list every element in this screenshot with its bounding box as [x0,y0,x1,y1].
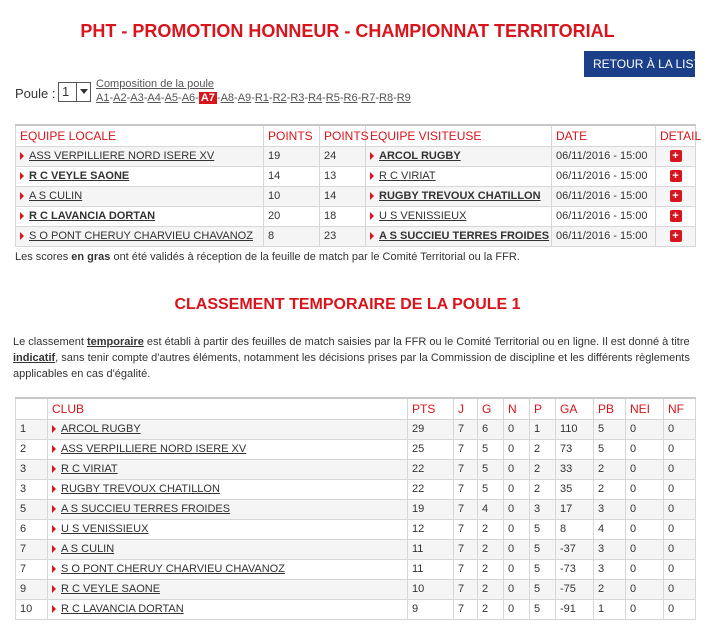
poule-nav-link-r4[interactable]: R4 [308,92,323,104]
ranking-cell-j: 7 [454,579,478,599]
ranking-cell-nf: 0 [664,519,696,539]
ranking-cell-n: 0 [504,519,530,539]
poule-nav-separator: - [251,92,255,104]
triangle-right-icon [52,465,56,473]
ranking-cell-rank: 6 [16,519,48,539]
ranking-cell-ga: 8 [556,519,594,539]
triangle-right-icon [52,425,56,433]
triangle-right-icon [52,505,56,513]
ranking-cell-ga: -73 [556,559,594,579]
triangle-right-icon [20,212,24,220]
ranking-cell-pb: 5 [594,419,626,439]
ranking-header-nei: NEI [626,398,664,419]
triangle-right-icon [370,152,374,160]
ranking-cell-nf: 0 [664,459,696,479]
match-row [16,226,696,246]
poule-nav-link-r2[interactable]: R2 [272,92,287,104]
home-team-link[interactable]: ASS VERPILLIERE NORD ISERE XV [29,150,215,162]
ranking-cell-pb: 5 [594,439,626,459]
ranking-cell-g: 2 [478,559,504,579]
match-row [16,206,696,226]
scores-note [15,251,520,263]
ranking-cell-nei: 0 [626,539,664,559]
ranking-cell-j: 7 [454,539,478,559]
poule-nav-separator: - [216,92,221,104]
triangle-right-icon [52,485,56,493]
ranking-cell-j: 7 [454,479,478,499]
club-link[interactable]: A S SUCCIEU TERRES FROIDES [61,503,231,515]
club-cell [48,579,408,599]
ranking-cell-nf: 0 [664,439,696,459]
club-link[interactable]: S O PONT CHERUY CHARVIEU CHAVANOZ [61,563,285,575]
poule-label: Poule : [15,86,56,101]
ranking-row [16,499,696,519]
home-team-link[interactable]: R C LAVANCIA DORTAN [29,210,156,222]
triangle-right-icon [20,192,24,200]
ranking-cell-ga: 73 [556,439,594,459]
poule-nav-separator: - [195,92,199,104]
ranking-cell-pb: 3 [594,559,626,579]
away-team-cell [366,206,552,226]
poule-nav-separator: - [268,92,273,104]
ranking-cell-rank: 7 [16,539,48,559]
home-points: 19 [264,146,320,166]
home-team-link[interactable]: A S CULIN [29,190,83,202]
ranking-header-g: G [478,398,504,419]
ranking-cell-nei: 0 [626,459,664,479]
poule-nav-separator: - [375,92,379,104]
poule-nav-link-r5[interactable]: R5 [325,92,340,104]
match-date: 06/11/2016 - 15:00 [552,146,656,166]
club-cell [48,519,408,539]
plus-icon[interactable]: + [670,170,682,182]
poule-nav [96,92,411,104]
ranking-header-n: N [504,398,530,419]
ranking-cell-ga: 33 [556,459,594,479]
ranking-cell-p: 2 [530,439,556,459]
ranking-description [13,334,693,382]
ranking-cell-nf: 0 [664,419,696,439]
home-points: 10 [264,186,320,206]
ranking-row [16,439,696,459]
ranking-cell-j: 7 [454,439,478,459]
ranking-cell-n: 0 [504,439,530,459]
away-team-link[interactable]: RUGBY TREVOUX CHATILLON [379,190,541,202]
poule-nav-link-a2[interactable]: A2 [113,92,127,104]
club-link[interactable]: ASS VERPILLIERE NORD ISERE XV [61,443,247,455]
plus-icon[interactable]: + [670,210,682,222]
ranking-cell-nei: 0 [626,479,664,499]
triangle-right-icon [20,172,24,180]
ranking-cell-j: 7 [454,599,478,619]
ranking-cell-g: 5 [478,479,504,499]
ranking-cell-g: 2 [478,599,504,619]
ranking-cell-pb: 2 [594,579,626,599]
ranking-cell-p: 1 [530,419,556,439]
plus-icon[interactable]: + [670,150,682,162]
match-row [16,166,696,186]
away-points: 13 [320,166,366,186]
away-team-cell [366,186,552,206]
poule-nav-separator: - [126,92,131,104]
ranking-header-club: CLUB [48,398,408,419]
club-cell [48,539,408,559]
poule-nav-link-r6[interactable]: R6 [343,92,358,104]
away-team-cell [366,166,552,186]
poule-nav-separator: - [143,92,148,104]
ranking-cell-ga: -75 [556,579,594,599]
home-team-link[interactable]: R C VEYLE SAONE [29,170,130,182]
ranking-cell-pts: 9 [408,599,454,619]
club-cell [48,439,408,459]
ranking-cell-p: 5 [530,519,556,539]
ranking-cell-n: 0 [504,559,530,579]
match-date: 06/11/2016 - 15:00 [552,166,656,186]
detail-cell [656,166,696,186]
ranking-cell-pb: 3 [594,499,626,519]
ranking-row [16,599,696,619]
ranking-cell-ga: 110 [556,419,594,439]
poule-nav-link-a4[interactable]: A4 [147,92,161,104]
plus-icon[interactable]: + [670,190,682,202]
match-row [16,186,696,206]
ranking-cell-ga: -91 [556,599,594,619]
ranking-cell-j: 7 [454,519,478,539]
ranking-cell-g: 2 [478,579,504,599]
away-team-link[interactable]: A S SUCCIEU TERRES FROIDES [379,230,550,242]
away-team-link[interactable]: R C VIRIAT [379,170,436,182]
ranking-row [16,459,696,479]
ranking-text-1: Le classement [13,336,87,348]
ranking-cell-n: 0 [504,479,530,499]
poule-nav-link-a5[interactable]: A5 [164,92,179,104]
ranking-cell-p: 5 [530,559,556,579]
ranking-cell-j: 7 [454,559,478,579]
ranking-cell-ga: 17 [556,499,594,519]
ranking-cell-j: 7 [454,459,478,479]
ranking-cell-nf: 0 [664,539,696,559]
ranking-row [16,539,696,559]
ranking-cell-pts: 22 [408,479,454,499]
ranking-cell-rank: 5 [16,499,48,519]
ranking-cell-n: 0 [504,539,530,559]
club-cell [48,599,408,619]
poule-nav-link-r3[interactable]: R3 [290,92,305,104]
triangle-right-icon [370,232,374,240]
ranking-cell-rank: 1 [16,419,48,439]
ranking-row [16,519,696,539]
ranking-row [16,419,696,439]
poule-nav-link-a8[interactable]: A8 [220,92,235,104]
poule-nav-link-r1[interactable]: R1 [254,92,269,104]
note-bold: en gras [71,251,111,263]
match-date: 06/11/2016 - 15:00 [552,206,656,226]
club-link[interactable]: ARCOL RUGBY [61,423,141,435]
ranking-text-3: , sans tenir compte d'autres éléments, notamment les décisions prises par la Commission de discipline et les différents règlements applicables en cas d'égalité. [13,352,690,380]
ranking-cell-n: 0 [504,599,530,619]
ranking-cell-rank: 3 [16,459,48,479]
ranking-cell-rank: 2 [16,439,48,459]
ranking-cell-pts: 29 [408,419,454,439]
home-team-cell [16,166,264,186]
ranking-cell-g: 2 [478,539,504,559]
poule-nav-link-a7[interactable]: A7 [200,92,215,104]
poule-nav-separator: - [339,92,344,104]
matches-table [15,124,702,247]
ranking-cell-nei: 0 [626,579,664,599]
detail-cell [656,146,696,166]
club-link[interactable]: A S CULIN [61,543,115,555]
away-team-link[interactable]: U S VENISSIEUX [379,210,467,222]
ranking-cell-pb: 2 [594,459,626,479]
detail-cell [656,186,696,206]
away-points: 24 [320,146,366,166]
away-points: 23 [320,226,366,246]
ranking-cell-nf: 0 [664,479,696,499]
ranking-cell-rank: 10 [16,599,48,619]
club-cell [48,419,408,439]
poule-nav-separator: - [109,92,114,104]
ranking-cell-nei: 0 [626,519,664,539]
poule-nav-link-a6[interactable]: A6 [181,92,196,104]
ranking-cell-nei: 0 [626,599,664,619]
home-points: 8 [264,226,320,246]
home-team-link[interactable]: S O PONT CHERUY CHARVIEU CHAVANOZ [29,230,253,242]
triangle-right-icon [370,212,374,220]
ranking-cell-nf: 0 [664,599,696,619]
club-cell [48,499,408,519]
ranking-cell-nei: 0 [626,559,664,579]
club-link[interactable]: R C VIRIAT [61,463,118,475]
matches-header-4: DATE [552,125,656,146]
ranking-cell-pts: 19 [408,499,454,519]
poule-nav-separator: - [178,92,182,104]
triangle-right-icon [52,605,56,613]
poule-nav-separator: - [286,92,291,104]
poule-nav-separator: - [322,92,326,104]
ranking-cell-pts: 10 [408,579,454,599]
poule-nav-link-r7[interactable]: R7 [361,92,376,104]
ranking-cell-n: 0 [504,499,530,519]
matches-header-2: POINTS [320,125,366,146]
matches-header-5: DETAIL [656,125,696,146]
ranking-text-indicatif: indicatif [13,352,56,364]
away-team-cell [366,226,552,246]
ranking-cell-g: 5 [478,459,504,479]
ranking-cell-g: 6 [478,419,504,439]
page-title: PHT - PROMOTION HONNEUR - CHAMPIONNAT TERRITORIAL [80,21,615,41]
ranking-cell-pts: 11 [408,539,454,559]
ranking-cell-ga: 35 [556,479,594,499]
triangle-right-icon [52,525,56,533]
poule-nav-link-r8[interactable]: R8 [379,92,394,104]
triangle-right-icon [52,445,56,453]
club-link[interactable]: R C VEYLE SAONE [61,583,161,595]
ranking-row [16,579,696,599]
club-cell [48,459,408,479]
away-points: 14 [320,186,366,206]
home-points: 20 [264,206,320,226]
ranking-cell-rank: 9 [16,579,48,599]
match-date: 06/11/2016 - 15:00 [552,226,656,246]
ranking-cell-p: 5 [530,539,556,559]
poule-nav-separator: - [393,92,397,104]
ranking-header-p: P [530,398,556,419]
ranking-header-pb: PB [594,398,626,419]
home-points: 14 [264,166,320,186]
ranking-cell-p: 5 [530,579,556,599]
away-points: 18 [320,206,366,226]
detail-cell [656,206,696,226]
ranking-cell-pb: 3 [594,539,626,559]
note-text: Les scores [15,251,72,263]
ranking-cell-nei: 0 [626,419,664,439]
ranking-cell-j: 7 [454,499,478,519]
triangle-right-icon [370,172,374,180]
ranking-header-rank [16,398,48,419]
ranking-header-nf: NF [664,398,696,419]
ranking-text-temporaire: temporaire [86,336,144,348]
match-date: 06/11/2016 - 15:00 [552,186,656,206]
ranking-cell-pb: 1 [594,599,626,619]
ranking-cell-p: 2 [530,479,556,499]
ranking-row [16,479,696,499]
ranking-cell-nei: 0 [626,499,664,519]
poule-nav-separator: - [160,92,165,104]
club-link[interactable]: U S VENISSIEUX [61,523,149,535]
ranking-cell-nf: 0 [664,579,696,599]
ranking-cell-g: 5 [478,439,504,459]
poule-nav-separator: - [304,92,309,104]
ranking-header-pts: PTS [408,398,454,419]
ranking-cell-pb: 2 [594,479,626,499]
triangle-right-icon [52,545,56,553]
ranking-header-ga: GA [556,398,594,419]
ranking-cell-nei: 0 [626,439,664,459]
note-text-end: ont été validés à réception de la feuille de match par le Comité Territorial ou la FFR. [110,251,520,263]
poule-nav-link-r9[interactable]: R9 [396,92,411,104]
home-team-cell [16,146,264,166]
matches-header-3: EQUIPE VISITEUSE [366,125,552,146]
home-team-cell [16,186,264,206]
ranking-text-2: est établi à partir des feuilles de match saisies par la FFR ou le Comité Territorial ou en ligne. Il est donné à titre [143,336,690,348]
ranking-cell-g: 4 [478,499,504,519]
club-link[interactable]: RUGBY TREVOUX CHATILLON [61,483,220,495]
ranking-cell-pb: 4 [594,519,626,539]
ranking-table [15,397,696,620]
ranking-cell-pts: 11 [408,559,454,579]
triangle-right-icon [20,152,24,160]
ranking-cell-p: 2 [530,459,556,479]
poule-nav-link-a1[interactable]: A1 [96,92,110,104]
ranking-cell-n: 0 [504,419,530,439]
ranking-cell-pts: 22 [408,459,454,479]
ranking-cell-pts: 25 [408,439,454,459]
chevron-down-icon[interactable] [76,83,90,101]
ranking-cell-nf: 0 [664,499,696,519]
ranking-header-j: J [454,398,478,419]
triangle-right-icon [20,232,24,240]
ranking-cell-p: 5 [530,599,556,619]
triangle-right-icon [52,585,56,593]
ranking-cell-rank: 7 [16,559,48,579]
away-team-cell [366,146,552,166]
ranking-cell-g: 2 [478,519,504,539]
poule-select-value: 1 [62,84,70,99]
ranking-cell-pts: 12 [408,519,454,539]
poule-nav-link-a3[interactable]: A3 [130,92,144,104]
club-link[interactable]: R C LAVANCIA DORTAN [61,603,184,615]
ranking-cell-nf: 0 [664,559,696,579]
ranking-row [16,559,696,579]
away-team-link[interactable]: ARCOL RUGBY [379,150,461,162]
ranking-cell-ga: -37 [556,539,594,559]
poule-nav-separator: - [234,92,238,104]
ranking-cell-p: 3 [530,499,556,519]
ranking-cell-j: 7 [454,419,478,439]
match-row [16,146,696,166]
plus-icon[interactable]: + [670,230,682,242]
ranking-cell-n: 0 [504,459,530,479]
triangle-right-icon [370,192,374,200]
home-team-cell [16,226,264,246]
club-cell [48,559,408,579]
ranking-title: CLASSEMENT TEMPORAIRE DE LA POULE 1 [174,296,521,313]
ranking-cell-rank: 3 [16,479,48,499]
back-to-list-button[interactable]: RETOUR À LA LISTE [584,51,695,77]
home-team-cell [16,206,264,226]
matches-header-0: EQUIPE LOCALE [16,125,264,146]
triangle-right-icon [52,565,56,573]
ranking-cell-n: 0 [504,579,530,599]
poule-nav-separator: - [357,92,362,104]
poule-nav-link-a9[interactable]: A9 [237,92,252,104]
club-cell [48,479,408,499]
composition-link[interactable]: Composition de la poule [96,78,215,90]
poule-select[interactable] [58,82,91,102]
detail-cell [656,226,696,246]
matches-header-1: POINTS [264,125,320,146]
